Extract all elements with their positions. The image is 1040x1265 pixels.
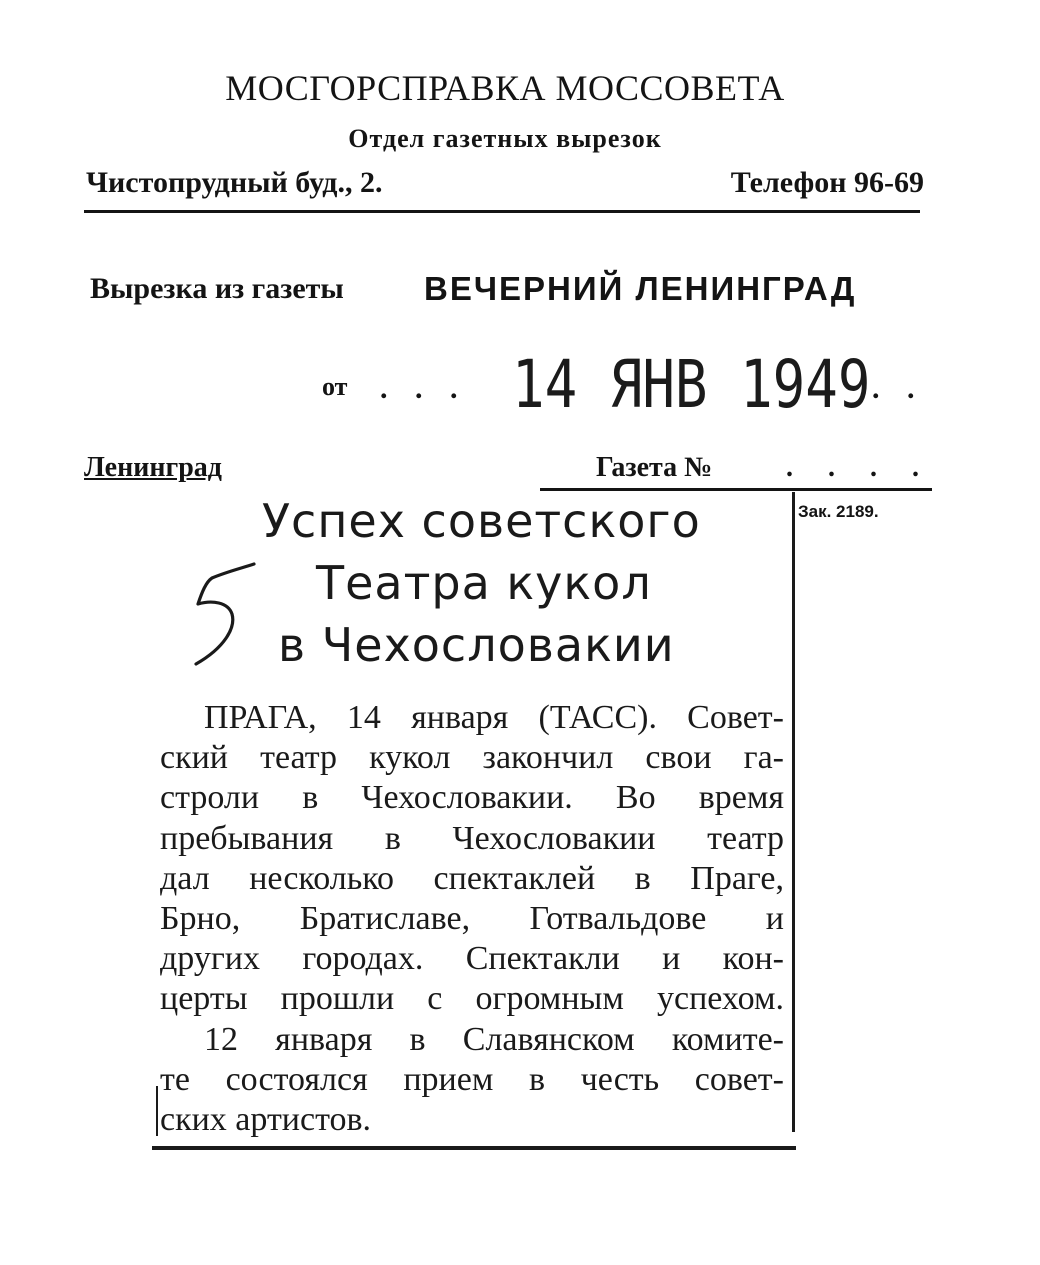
article-line: Брно, Братиславе, Готвальдове и <box>160 900 784 938</box>
city-label: Ленинград <box>84 452 222 483</box>
article-line: ских артистов. <box>160 1101 372 1139</box>
article-line: 12 января в Славянском комите- <box>204 1020 784 1058</box>
article-line: дал несколько спектаклей в Праге, <box>160 859 784 897</box>
issue-number-label: Газета № <box>596 452 713 483</box>
article-line: других городах. Спектакли и кон- <box>160 940 784 978</box>
clip-source-label: Вырезка из газеты <box>90 272 344 305</box>
article-line: те состоялся прием в честь совет- <box>160 1060 784 1098</box>
issue-divider <box>540 488 932 491</box>
article-line: пребывания в Чехословакии театр <box>160 819 784 857</box>
clipping-edge-bottom <box>152 1146 796 1150</box>
headline-line-1: Успех советского <box>262 494 701 548</box>
clipping-edge-right <box>792 492 795 1132</box>
address-text: Чистопрудный буд., 2. <box>86 166 383 199</box>
issue-dots: . . . . <box>786 452 933 483</box>
headline-line-2: Театра кукол <box>316 556 652 610</box>
organization-title: МОСГОРСПРАВКА МОССОВЕТА <box>225 68 785 108</box>
article-line: строли в Чехословакии. Во время <box>160 779 784 817</box>
date-prefix: от <box>322 372 348 401</box>
date-dots-right: . . <box>872 372 925 405</box>
clipping-edge-left <box>156 1086 158 1136</box>
headline-line-3: в Чехословакии <box>278 618 675 672</box>
department-subtitle: Отдел газетных вырезок <box>348 124 662 153</box>
handwritten-number-mark <box>182 556 272 676</box>
article-line: церты прошли с огромным успехом. <box>160 980 784 1018</box>
header-divider <box>84 210 920 213</box>
order-number: Зак. 2189. <box>798 502 879 521</box>
newspaper-name: ВЕЧЕРНИЙ ЛЕНИНГРАД <box>424 270 857 307</box>
phone-text: Телефон 96-69 <box>730 166 924 199</box>
article-line: ПРАГА, 14 января (ТАСС). Совет- <box>204 699 784 736</box>
article-line: ский театр кукол закончил свои га- <box>160 739 784 777</box>
date-dots-left: . . . <box>380 372 468 405</box>
date-stamp: 14 ЯНВ 1949 <box>512 346 871 423</box>
article-body <box>160 698 784 1140</box>
